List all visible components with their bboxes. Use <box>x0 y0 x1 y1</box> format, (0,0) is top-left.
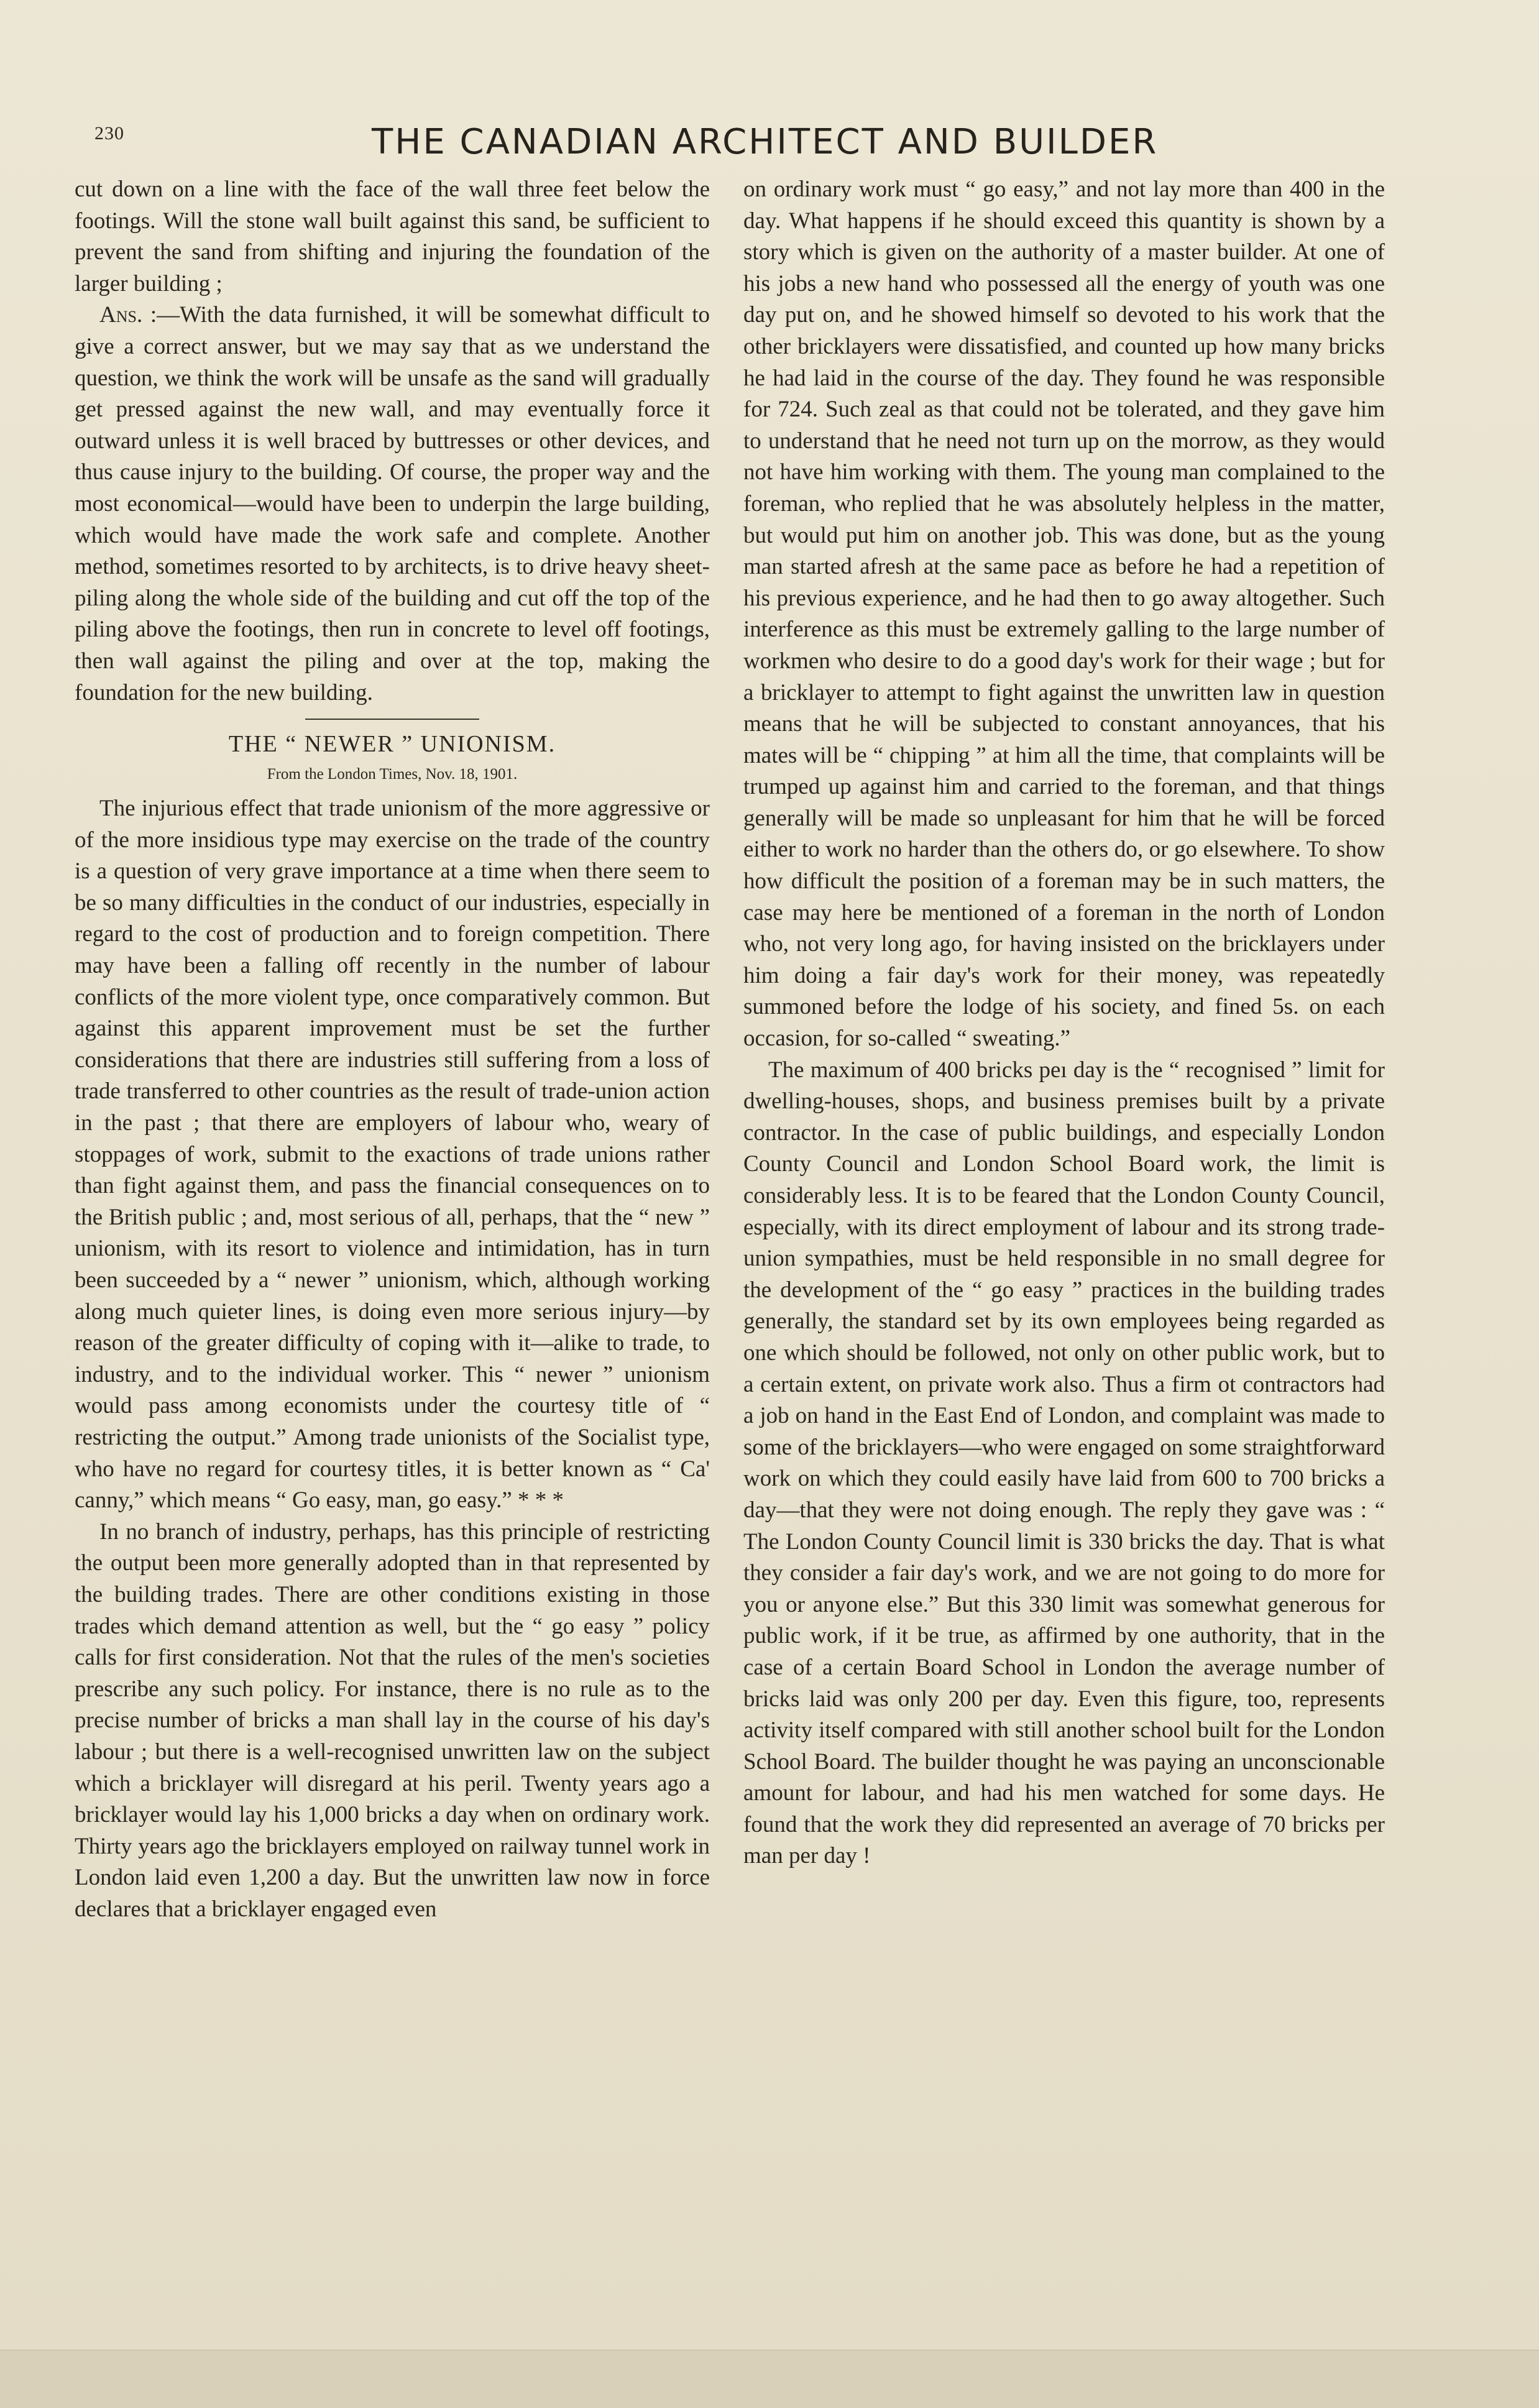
running-head: THE CANADIAN ARCHITECT AND BUILDER <box>372 122 1159 162</box>
page-number: 230 <box>94 123 124 144</box>
right-column <box>743 174 1385 1872</box>
answer-text: :—With the data furnished, it will be somewhat difficult to give a correct answer, but we may say that as we understand the question, we think the work will be unsafe as the sand will gradually get pressed against the new wall, and may eventually force it outward unless it is well braced by buttresses or other devices, and thus cause injury to the building. Of course, the proper way and the most economical—would have been to underpin the large building, which would have made the work safe and complete. Another method, sometimes resorted to by architects, is to drive heavy sheet-piling along the whole side of the building and cut off the top of the piling above the footings, then run in concrete to level off footings, then wall against the piling and over at the top, making the foundation for the new building. <box>75 302 710 705</box>
section-divider <box>305 719 479 720</box>
left-column <box>75 174 710 1925</box>
article-title: THE “ NEWER ” UNIONISM. <box>228 731 556 758</box>
article-paragraph: In no branch of industry, perhaps, has this principle of restricting the output been more generally adopted than in that represented by the building trades. There are other conditions existing in those trades which demand attention as well, but the “ go easy ” policy calls for first consideration. Not that the rules of the men's societies prescribe any such policy. For instance, there is no rule as to the precise number of bricks a man shall lay in the course of his day's labour ; but there is a well-recognised unwritten law on the subject which a bricklayer will disregard at his peril. Twenty years ago a bricklayer would lay his 1,000 bricks a day when on ordinary work. Thirty years ago the bricklayers employed on railway tunnel work in London laid even 1,200 a day. But the unwritten law now in force declares that a bricklayer engaged even <box>75 1519 710 1922</box>
continued-question: cut down on a line with the face of the wall three feet below the footings. Will the stone wall built against this sand, be sufficient to prevent the sand from shifting and injuring the foundation of the larger building ; <box>75 177 710 296</box>
answer-paragraph <box>75 300 710 709</box>
article-paragraph: on ordinary work must “ go easy,” and not lay more than 400 in the day. What happens if he should exceed this quantity is shown by a story which is given on the authority of a master builder. At one of his jobs a new hand who possessed all the energy of youth was one day put on, and he showed himself so devoted to his work that the other bricklayers were dissatisfied, and counted up how many bricks he had laid in the course of the day. They found he was responsible for 724. Such zeal as that could not be tolerated, and they gave him to understand that he need not turn up on the morrow, as they would not have him working with them. The young man complained to the foreman, who replied that he was absolutely helpless in the matter, but would put him on another job. This was done, but as the young man started afresh at the same pace as before he had a repetition of his previous experience, and he had then to go away altogether. Such interference as this must be extremely galling to the large number of workmen who desire to do a good day's work for their wage ; but for a bricklayer to attempt to fight against the unwritten law in question means that he will be subjected to constant annoyances, that his mates will be “ chipping ” at him all the time, that complaints will be trumped up against him and carried to the foreman, and that things generally will be made so unpleasant for him that he will be forced either to work no harder than the others do, or go elsewhere. To show how difficult the position of a foreman may be in such matters, the case may here be mentioned of a foreman in the north of London who, not very long ago, for having insisted on the bricklayers under him doing a fair day's work for their money, was repeatedly summoned before the lodge of his society, and fined 5s. on each occasion, for so-called “ sweating.” <box>743 177 1385 1052</box>
answer-label: Ans. <box>99 302 143 328</box>
article-paragraph: The injurious effect that trade unionism of the more aggressive or of the more insidious type may exercise on the trade of the country is a question of very grave importance at a time when there seem to be so many difficulties in the conduct of our industries, especially in regard to the cost of production and to foreign competition. There may have been a falling off recently in the number of labour conflicts of the more violent type, once comparatively common. But against this apparent improvement must be set the further considerations that there are industries still suffering from a loss of trade transferred to other countries as the result of trade-union action in the past ; that there are employers of labour who, weary of stoppages of work, submit to the exactions of trade unions rather than fight against them, and pass the financial consequences on to the British public ; and, most serious of all, perhaps, that the “ new ” unionism, with its resort to violence and intimidation, has in turn been succeeded by a “ newer ” unionism, which, although working along much quieter lines, is doing even more serious injury—by reason of the greater difficulty of coping with it—alike to trade, to industry, and to the individual worker. This “ newer ” unionism would pass among economists under the courtesy title of “ restricting the output.” Among trade unionists of the Socialist type, who have no regard for courtesy titles, it is better known as “ Ca' canny,” which means “ Go easy, man, go easy.” * * * <box>75 796 710 1514</box>
scan-edge <box>0 2350 1539 2408</box>
article-source: From the London Times, Nov. 18, 1901. <box>267 766 518 783</box>
article-paragraph: The maximum of 400 bricks peı day is the “ recognised ” limit for dwelling-houses, shops, and business premises built by a private contractor. In the case of public buildings, and especially London County Council and London School Board work, the limit is considerably less. It is to be feared that the London County Council, especially, with its direct employment of labour and its strong trade-union sympathies, must be held responsible in no small degree for the development of the “ go easy ” practices in the building trades generally, the standard set by its own employees being regarded as one which should be followed, not only on other public work, but to a certain extent, on private work also. Thus a firm ot contractors had a job on hand in the East End of London, and complaint was made to some of the bricklayers—who were engaged on some straightforward work on which they could easily have laid from 600 to 700 bricks a day—that they were not doing enough. The reply they gave was : “ The London County Council limit is 330 bricks the day. That is what they consider a fair day's work, and we are not going to do more for you or anyone else.” But this 330 limit was somewhat generous for public work, if it be true, as affirmed by one authority, that in the case of a certain Board School in London the average number of bricks laid was only 200 per day. Even this figure, too, represents activity itself compared with still another school built for the London School Board. The builder thought he was paying an unconscionable amount for labour, and had his men watched for some days. He found that the work they did represented an average of 70 bricks per man per day ! <box>743 1057 1385 1869</box>
